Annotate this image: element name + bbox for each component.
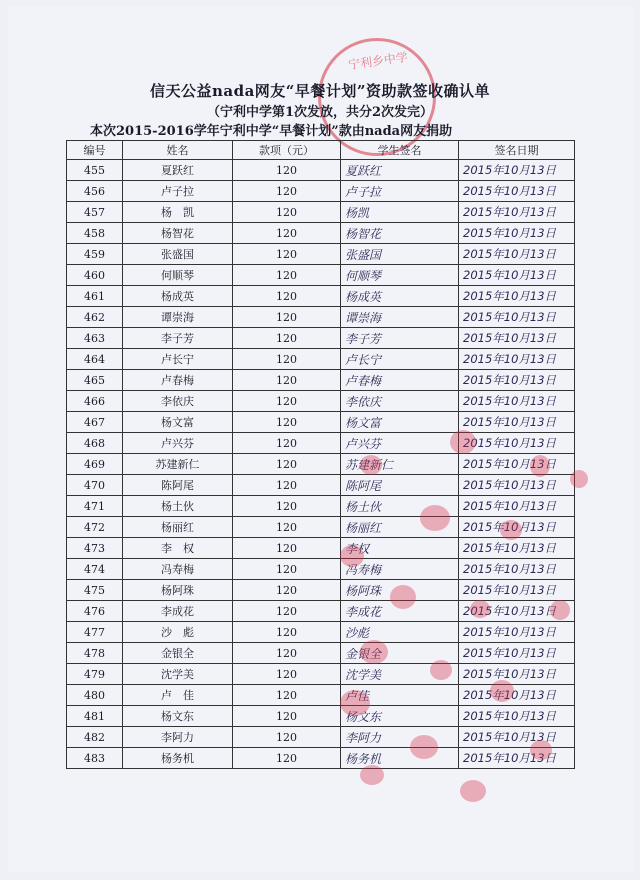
cell-signature: 金银全: [341, 643, 459, 664]
table-row: [67, 538, 575, 559]
cell-name: 杨智花: [123, 223, 233, 244]
cell-signature: 杨文东: [341, 706, 459, 727]
cell-date: 2015年10月13日: [459, 517, 575, 538]
cell-amount: 120: [233, 181, 341, 202]
header-amount: 款项（元）: [233, 141, 341, 160]
cell-id: 463: [67, 328, 123, 349]
cell-amount: 120: [233, 202, 341, 223]
table-row: [67, 454, 575, 475]
table-row: [67, 328, 575, 349]
table-row: [67, 622, 575, 643]
header-date: 签名日期: [459, 141, 575, 160]
cell-date: 2015年10月13日: [459, 664, 575, 685]
cell-id: 458: [67, 223, 123, 244]
cell-name: 杨文东: [123, 706, 233, 727]
cell-amount: 120: [233, 244, 341, 265]
cell-signature: 李依庆: [341, 391, 459, 412]
table-row: [67, 202, 575, 223]
cell-name: 卢兴芬: [123, 433, 233, 454]
header-name: 姓名: [123, 141, 233, 160]
cell-signature: 陈阿尾: [341, 475, 459, 496]
cell-signature: 杨凯: [341, 202, 459, 223]
cell-signature: 杨丽红: [341, 517, 459, 538]
cell-name: 卢子拉: [123, 181, 233, 202]
cell-id: 481: [67, 706, 123, 727]
cell-date: 2015年10月13日: [459, 349, 575, 370]
cell-date: 2015年10月13日: [459, 496, 575, 517]
cell-amount: 120: [233, 580, 341, 601]
cell-name: 卢长宁: [123, 349, 233, 370]
cell-signature: 李权: [341, 538, 459, 559]
cell-date: 2015年10月13日: [459, 370, 575, 391]
cell-name: 沈学美: [123, 664, 233, 685]
table-row: [67, 580, 575, 601]
document-subtitle: （宁利中学第1次发放，共分2次发完）: [206, 105, 434, 120]
table-row: [67, 706, 575, 727]
cell-name: 李阿力: [123, 727, 233, 748]
cell-amount: 120: [233, 370, 341, 391]
cell-amount: 120: [233, 475, 341, 496]
cell-name: 李成花: [123, 601, 233, 622]
table-header-row: [67, 141, 575, 160]
school-seal-text: 宁利乡中学: [347, 49, 409, 73]
cell-date: 2015年10月13日: [459, 685, 575, 706]
table-row: [67, 286, 575, 307]
table-row: [67, 160, 575, 181]
table-row: [67, 517, 575, 538]
cell-signature: 李成花: [341, 601, 459, 622]
cell-id: 470: [67, 475, 123, 496]
cell-id: 466: [67, 391, 123, 412]
cell-signature: 谭崇海: [341, 307, 459, 328]
cell-amount: 120: [233, 433, 341, 454]
cell-name: 杨土伙: [123, 496, 233, 517]
table-row: [67, 370, 575, 391]
cell-date: 2015年10月13日: [459, 601, 575, 622]
cell-signature: 杨务机: [341, 748, 459, 769]
cell-date: 2015年10月13日: [459, 622, 575, 643]
document-caption: 本次2015-2016学年宁利中学“早餐计划”款由nada网友捐助: [90, 124, 453, 139]
cell-date: 2015年10月13日: [459, 643, 575, 664]
cell-signature: 李子芳: [341, 328, 459, 349]
cell-amount: 120: [233, 706, 341, 727]
cell-date: 2015年10月13日: [459, 454, 575, 475]
cell-name: 沙 彪: [123, 622, 233, 643]
cell-id: 465: [67, 370, 123, 391]
cell-id: 457: [67, 202, 123, 223]
cell-amount: 120: [233, 727, 341, 748]
cell-date: 2015年10月13日: [459, 748, 575, 769]
cell-signature: 杨文富: [341, 412, 459, 433]
cell-amount: 120: [233, 307, 341, 328]
cell-amount: 120: [233, 538, 341, 559]
cell-amount: 120: [233, 349, 341, 370]
cell-id: 479: [67, 664, 123, 685]
table-row: [67, 475, 575, 496]
cell-name: 杨成英: [123, 286, 233, 307]
cell-date: 2015年10月13日: [459, 580, 575, 601]
cell-amount: 120: [233, 664, 341, 685]
cell-amount: 120: [233, 412, 341, 433]
document-title: 信天公益nada网友“早餐计划”资助款签收确认单: [149, 82, 491, 100]
cell-date: 2015年10月13日: [459, 286, 575, 307]
cell-date: 2015年10月13日: [459, 265, 575, 286]
cell-signature: 夏跃红: [341, 160, 459, 181]
cell-name: 卢春梅: [123, 370, 233, 391]
table-row: [67, 223, 575, 244]
cell-amount: 120: [233, 160, 341, 181]
cell-name: 夏跃红: [123, 160, 233, 181]
cell-id: 475: [67, 580, 123, 601]
header-signature: 学生签名: [341, 141, 459, 160]
cell-name: 李 权: [123, 538, 233, 559]
cell-signature: 沙彪: [341, 622, 459, 643]
cell-id: 464: [67, 349, 123, 370]
cell-date: 2015年10月13日: [459, 475, 575, 496]
cell-date: 2015年10月13日: [459, 328, 575, 349]
cell-name: 李子芳: [123, 328, 233, 349]
cell-amount: 120: [233, 496, 341, 517]
cell-name: 金银全: [123, 643, 233, 664]
cell-date: 2015年10月13日: [459, 391, 575, 412]
table-row: [67, 265, 575, 286]
cell-signature: 杨智花: [341, 223, 459, 244]
cell-signature: 杨阿珠: [341, 580, 459, 601]
cell-amount: 120: [233, 559, 341, 580]
cell-date: 2015年10月13日: [459, 307, 575, 328]
table-row: [67, 349, 575, 370]
cell-name: 杨阿珠: [123, 580, 233, 601]
cell-name: 陈阿尾: [123, 475, 233, 496]
cell-signature: 冯寿梅: [341, 559, 459, 580]
cell-signature: 苏建新仁: [341, 454, 459, 475]
cell-name: 冯寿梅: [123, 559, 233, 580]
cell-date: 2015年10月13日: [459, 559, 575, 580]
cell-signature: 杨成英: [341, 286, 459, 307]
table-row: [67, 181, 575, 202]
cell-amount: 120: [233, 391, 341, 412]
cell-id: 459: [67, 244, 123, 265]
cell-name: 卢 佳: [123, 685, 233, 706]
cell-amount: 120: [233, 286, 341, 307]
table-row: [67, 244, 575, 265]
cell-name: 苏建新仁: [123, 454, 233, 475]
cell-signature: 卢兴芬: [341, 433, 459, 454]
table-row: [67, 601, 575, 622]
header-id: 编号: [67, 141, 123, 160]
receipt-table: [66, 140, 575, 769]
cell-date: 2015年10月13日: [459, 160, 575, 181]
table-row: [67, 748, 575, 769]
cell-date: 2015年10月13日: [459, 433, 575, 454]
cell-name: 杨丽红: [123, 517, 233, 538]
cell-amount: 120: [233, 601, 341, 622]
table-row: [67, 727, 575, 748]
cell-amount: 120: [233, 265, 341, 286]
table-row: [67, 685, 575, 706]
cell-id: 482: [67, 727, 123, 748]
table-row: [67, 307, 575, 328]
cell-id: 472: [67, 517, 123, 538]
cell-id: 469: [67, 454, 123, 475]
cell-date: 2015年10月13日: [459, 706, 575, 727]
cell-id: 477: [67, 622, 123, 643]
cell-name: 李依庆: [123, 391, 233, 412]
cell-id: 476: [67, 601, 123, 622]
cell-id: 480: [67, 685, 123, 706]
table-row: [67, 496, 575, 517]
cell-amount: 120: [233, 517, 341, 538]
cell-id: 461: [67, 286, 123, 307]
cell-amount: 120: [233, 748, 341, 769]
cell-signature: 何顺琴: [341, 265, 459, 286]
table-row: [67, 559, 575, 580]
cell-id: 483: [67, 748, 123, 769]
cell-name: 杨 凯: [123, 202, 233, 223]
cell-name: 杨文富: [123, 412, 233, 433]
cell-signature: 卢子拉: [341, 181, 459, 202]
cell-date: 2015年10月13日: [459, 538, 575, 559]
cell-id: 471: [67, 496, 123, 517]
cell-date: 2015年10月13日: [459, 202, 575, 223]
cell-signature: 李阿力: [341, 727, 459, 748]
cell-amount: 120: [233, 454, 341, 475]
cell-amount: 120: [233, 622, 341, 643]
table-row: [67, 664, 575, 685]
cell-signature: 张盛国: [341, 244, 459, 265]
cell-date: 2015年10月13日: [459, 244, 575, 265]
cell-amount: 120: [233, 328, 341, 349]
cell-id: 460: [67, 265, 123, 286]
cell-name: 谭崇海: [123, 307, 233, 328]
cell-id: 455: [67, 160, 123, 181]
cell-signature: 卢长宁: [341, 349, 459, 370]
cell-signature: 沈学美: [341, 664, 459, 685]
cell-signature: 卢春梅: [341, 370, 459, 391]
cell-amount: 120: [233, 685, 341, 706]
cell-name: 杨务机: [123, 748, 233, 769]
cell-id: 468: [67, 433, 123, 454]
cell-date: 2015年10月13日: [459, 223, 575, 244]
cell-id: 467: [67, 412, 123, 433]
table-row: [67, 412, 575, 433]
table-row: [67, 433, 575, 454]
cell-id: 474: [67, 559, 123, 580]
cell-id: 478: [67, 643, 123, 664]
cell-date: 2015年10月13日: [459, 412, 575, 433]
cell-date: 2015年10月13日: [459, 181, 575, 202]
cell-id: 456: [67, 181, 123, 202]
cell-name: 何顺琴: [123, 265, 233, 286]
cell-amount: 120: [233, 643, 341, 664]
table-row: [67, 643, 575, 664]
cell-name: 张盛国: [123, 244, 233, 265]
table-row: [67, 391, 575, 412]
cell-amount: 120: [233, 223, 341, 244]
cell-signature: 卢佳: [341, 685, 459, 706]
cell-id: 473: [67, 538, 123, 559]
cell-date: 2015年10月13日: [459, 727, 575, 748]
cell-id: 462: [67, 307, 123, 328]
cell-signature: 杨土伙: [341, 496, 459, 517]
